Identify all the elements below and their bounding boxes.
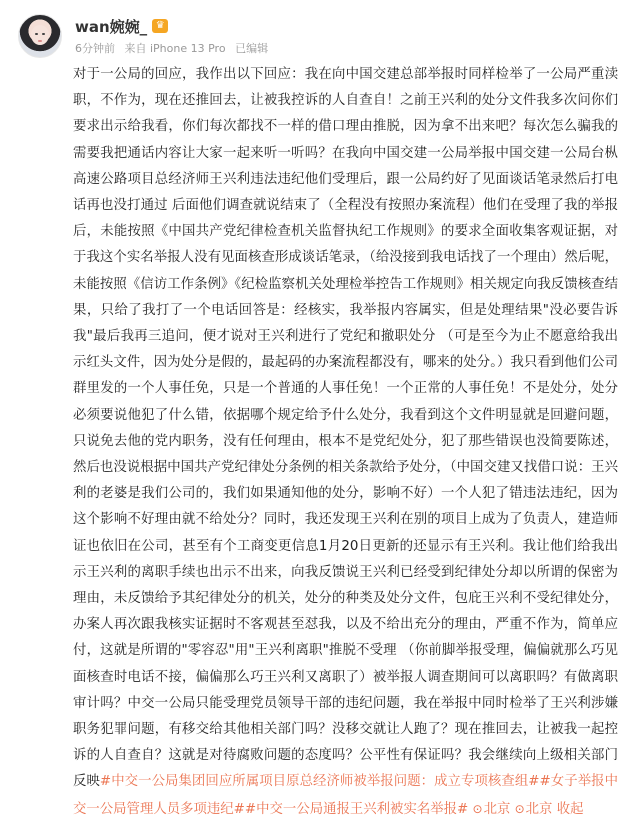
hashtag-link[interactable]: #中交一公局通报王兴利被实名举报# (244, 801, 469, 817)
edited-label[interactable]: 已编辑 (235, 42, 269, 55)
avatar-mouth (38, 40, 42, 42)
location-pin-icon: ⊙ (472, 801, 483, 816)
hashtag-link[interactable]: #中交一公局集团回应所属项目原总经济师被举报问题：成立专项核查组# (99, 774, 540, 790)
vip-badge-icon[interactable]: ♛ (152, 19, 168, 33)
hashtag-link[interactable]: #女子举报中交一公局管理人员多项违纪# (73, 774, 619, 817)
collapse-button[interactable]: 收起 (556, 801, 584, 817)
post-source: 来自 iPhone 13 Pro (124, 42, 226, 55)
name-row (75, 16, 168, 36)
location-label: 北京 (483, 801, 511, 817)
avatar[interactable] (18, 14, 62, 58)
location-link[interactable] (515, 802, 553, 817)
location-pin-icon: ⊙ (514, 801, 525, 816)
avatar-face (31, 25, 49, 45)
avatar-eye-left (35, 33, 38, 35)
post-time[interactable]: 6分钟前 (75, 42, 115, 55)
post-body (73, 62, 618, 823)
location-label: 北京 (525, 801, 553, 817)
post-text: 对于一公局的回应，我作出以下回应：我在向中国交建总部举报时同样检举了一公局严重渎职，不作为，现在还推回去，让被我控诉的人自查自！之前王兴利的处分文件我多次问你们要求出示给我看，你们每次都找不一样的借口理由推脱，因为拿不出来吧？每次怎么骗我的需要我把通话内容让大家一起来听一听吗？在我向中国交建一公局举报中国交建一公局台枞高速公路项目总经济师王兴利违法违纪他们受理后，跟一公局约好了见面谈话笔录然后打电话再也没打通过 后面他们调查就说结束了（全程没有按照办案流程）他们在受理了我的举报后，未能按照《中国共产党纪律检查机关监督执纪工作规则》的要求全面收集客观证据，对于我这个实名举报人没有见面核查形成谈话笔录，（给没接到我电话找了一个理由）然后呢，未能按照《信访工作条例》《纪检监察机关处理检举控告工作规则》相关规定向我反馈核查结果，只给了我打了一个电话回答是：经核实，我举报内容属实，但是处理结果"没必要告诉我"最后我再三追问，便才说对王兴利进行了党纪和撤职处分 （可是至今为止不愿意给我出示红头文件，因为处分是假的，最起码的办案流程都没有，哪来的处分。）我只看到他们公司群里发的一个人事任免，只是一个普通的人事任免！一个正常的人事任免！不是处分，处分必须要说他犯了什么错，依据哪个规定给予什么处分，我看到这个文件明显就是回避问题，只说免去他的党内职务，没有任何理由，根本不是党纪处分，犯了那些错误也没简要陈述，然后也没说根据中国共产党纪律处分条例的相关条款给予处分，（中国交建又找借口说：王兴利的老婆是我们公司的，我们如果通知他的处分，影响不好）一个人犯了错违法违纪，因为这个影响不好理由就不给处分？同时，我还发现王兴利在别的项目上成为了负责人，建造师证也依旧在公司，甚至有个工商变更信息1月20日更新的还显示有王兴利。我让他们给我出示王兴利的离职手续也出示不出来，向我反馈说王兴利已经受到纪律处分却以所谓的保密为理由，未反馈给予其纪律处分的机关，处分的种类及处分文件，包庇王兴利不受纪律处分，办案人再次跟我核实证据时不客观甚至怼我，以及不给出充分的理由，严重不作为，简单应付，这就是所谓的"零容忍"用"王兴利离职"推脱不受理 （你前脚举报受理，偏偏就那么巧见面核查时电话不接，偏偏那么巧王兴利又离职了）被举报人调查期间可以离职吗？有做离职审计吗？中交一公局只能受理党员领导干部的违纪问题，我在举报中同时检举了王兴利涉嫌职务犯罪问题，有移交给其他相关部门吗？没移交就让人跑了？现在推回去，让被我一起控诉的人自查自？这就是对待腐败问题的态度吗？公平性有保证吗？我会继续向上级相关部门反映 (73, 67, 618, 790)
location-link[interactable] (473, 802, 511, 817)
post-meta (75, 40, 274, 56)
user-name[interactable]: wan婉婉_ (75, 17, 148, 36)
post-header (16, 8, 623, 60)
avatar-eye-right (42, 33, 45, 35)
